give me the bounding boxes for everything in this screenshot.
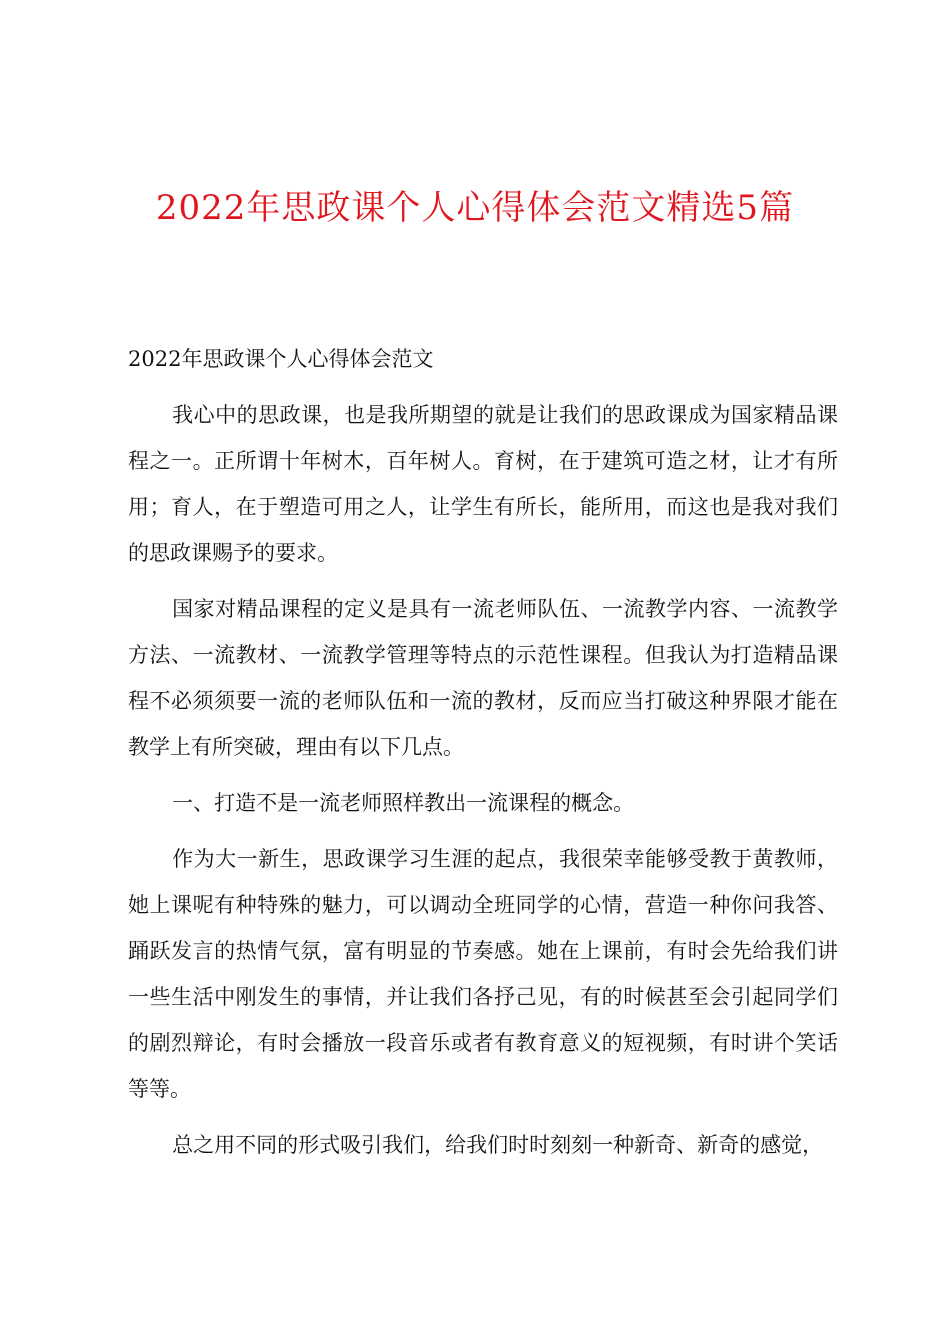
paragraph-3: 一、打造不是一流老师照样教出一流课程的概念。: [172, 791, 635, 815]
paragraph-5: 总之用不同的形式吸引我们，给我们时时刻刻一种新奇、新奇的感觉，: [172, 1133, 824, 1157]
paragraph-2: 国家对精品课程的定义是具有一流老师队伍、一流教学内容、一流教学方法、一流教材、一流教学管理等特点的示范性课程。但我认为打造精品课程不必须须要一流的老师队伍和一流的教材，反而应当打破这种界限才能在教学上有所突破，理由有以下几点。: [128, 597, 838, 759]
document-body: [128, 336, 838, 1178]
section-heading: 2022年思政课个人心得体会范文: [128, 347, 434, 371]
paragraph-1: 我心中的思政课，也是我所期望的就是让我们的思政课成为国家精品课程之一。正所谓十年树木，百年树人。育树，在于建筑可造之材，让才有所用；育人，在于塑造可用之人，让学生有所长，能所用，而这也是我对我们的思政课赐予的要求。: [128, 403, 838, 565]
document-title: 2022年思政课个人心得体会范文精选5篇: [155, 188, 795, 228]
paragraph-4: 作为大一新生，思政课学习生涯的起点，我很荣幸能够受教于黄教师，她上课呢有种特殊的魅力，可以调动全班同学的心情，营造一种你问我答、踊跃发言的热情气氛，富有明显的节奏感。她在上课前，有时会先给我们讲一些生活中刚发生的事情，并让我们各抒己见，有的时候甚至会引起同学们的剧烈辩论，有时会播放一段音乐或者有教育意义的短视频，有时讲个笑话等等。: [128, 847, 838, 1101]
